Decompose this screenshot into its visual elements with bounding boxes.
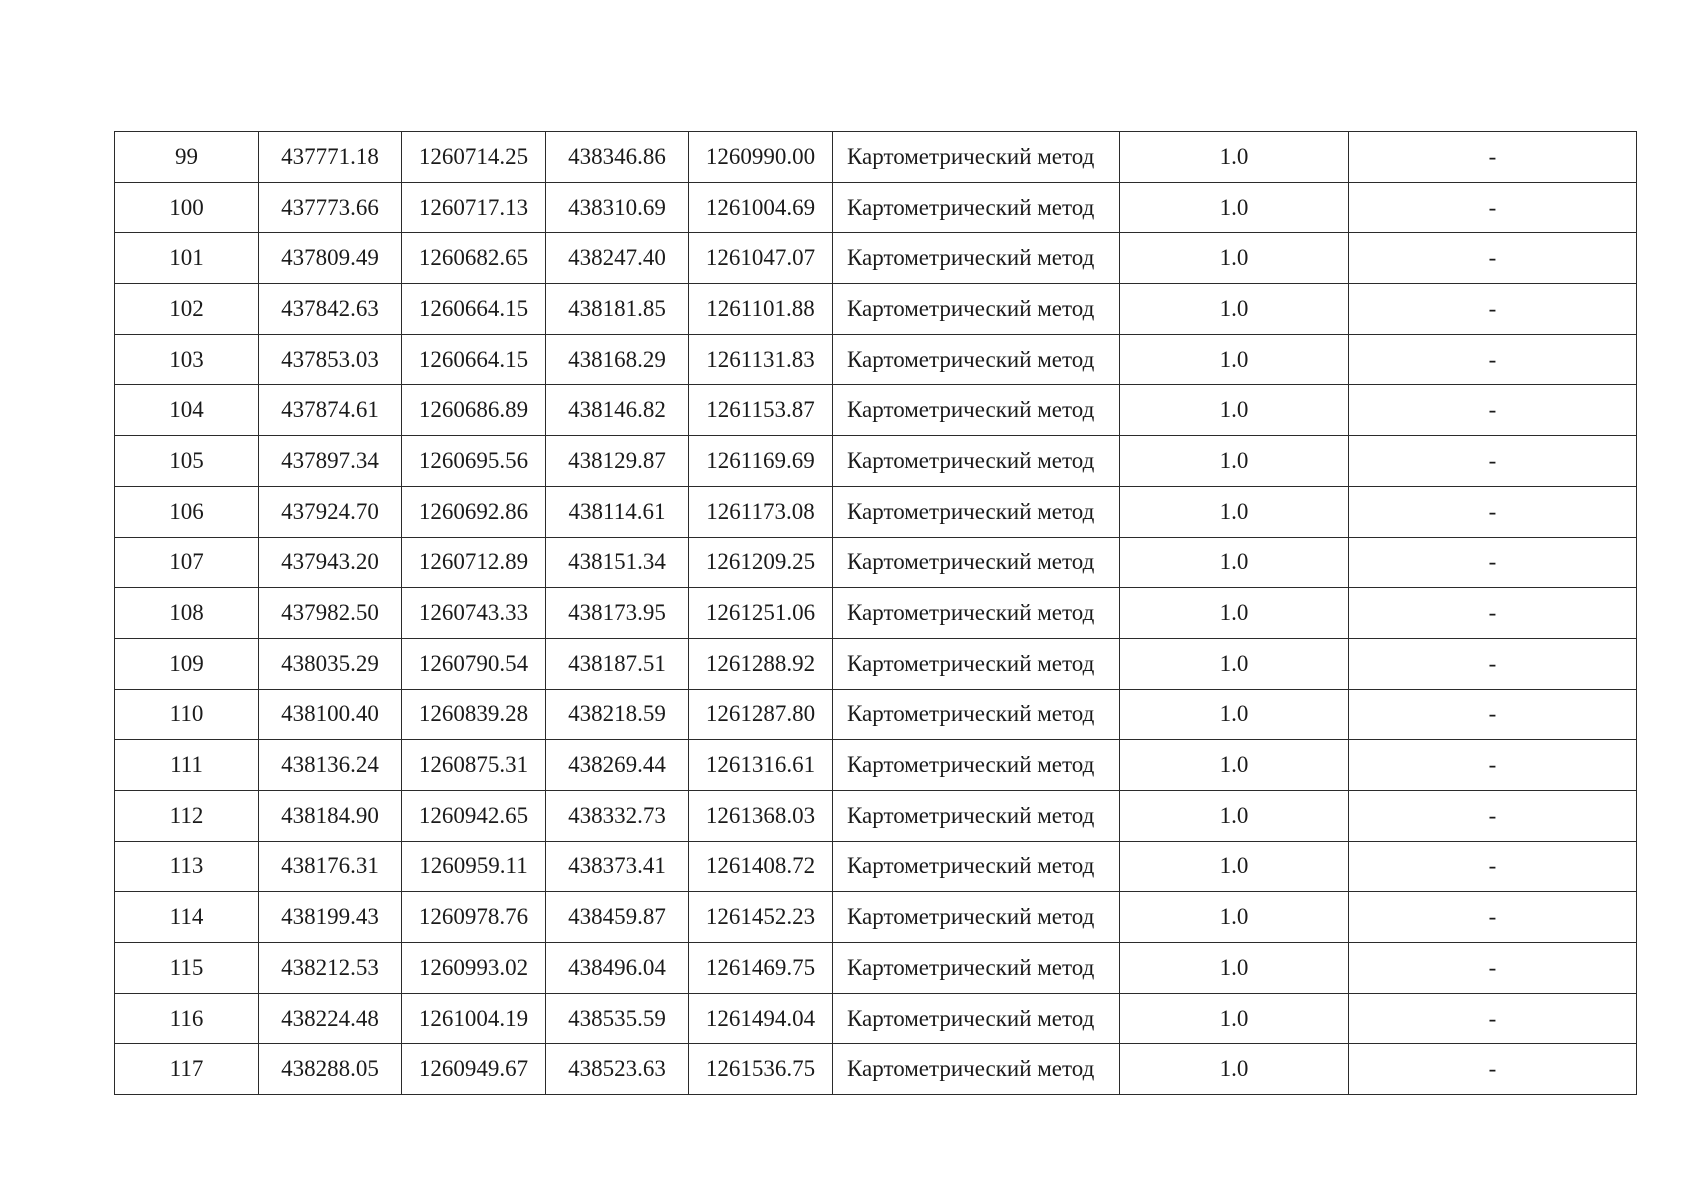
refined-x-cell: 438535.59: [546, 993, 689, 1044]
accuracy-cell: 1.0: [1120, 689, 1349, 740]
refined-x-cell: 438173.95: [546, 588, 689, 639]
method-cell: Картометрический метод: [833, 993, 1120, 1044]
table-body: [115, 132, 1637, 1095]
note-cell: -: [1349, 790, 1637, 841]
accuracy-cell: 1.0: [1120, 740, 1349, 791]
refined-x-cell: 438459.87: [546, 892, 689, 943]
refined-x-cell: 438269.44: [546, 740, 689, 791]
refined-y-cell: 1261004.69: [689, 182, 833, 233]
method-cell: Картометрический метод: [833, 892, 1120, 943]
accuracy-cell: 1.0: [1120, 993, 1349, 1044]
existing-y-cell: 1260664.15: [402, 334, 546, 385]
accuracy-cell: 1.0: [1120, 132, 1349, 183]
method-cell: Картометрический метод: [833, 638, 1120, 689]
point-number-cell: 101: [115, 233, 259, 284]
existing-x-cell: 438184.90: [259, 790, 402, 841]
refined-x-cell: 438523.63: [546, 1044, 689, 1095]
table-row: [115, 385, 1637, 436]
accuracy-cell: 1.0: [1120, 638, 1349, 689]
existing-x-cell: 437773.66: [259, 182, 402, 233]
method-cell: Картометрический метод: [833, 132, 1120, 183]
point-number-cell: 107: [115, 537, 259, 588]
point-number-cell: 110: [115, 689, 259, 740]
existing-x-cell: 438100.40: [259, 689, 402, 740]
existing-y-cell: 1260790.54: [402, 638, 546, 689]
refined-y-cell: 1261408.72: [689, 841, 833, 892]
existing-x-cell: 438199.43: [259, 892, 402, 943]
table-row: [115, 689, 1637, 740]
point-number-cell: 117: [115, 1044, 259, 1095]
existing-y-cell: 1260839.28: [402, 689, 546, 740]
refined-y-cell: 1260990.00: [689, 132, 833, 183]
method-cell: Картометрический метод: [833, 943, 1120, 994]
table-row: [115, 537, 1637, 588]
existing-x-cell: 438136.24: [259, 740, 402, 791]
accuracy-cell: 1.0: [1120, 334, 1349, 385]
point-number-cell: 102: [115, 284, 259, 335]
refined-x-cell: 438310.69: [546, 182, 689, 233]
refined-x-cell: 438181.85: [546, 284, 689, 335]
accuracy-cell: 1.0: [1120, 486, 1349, 537]
table-row: [115, 638, 1637, 689]
refined-x-cell: 438114.61: [546, 486, 689, 537]
existing-y-cell: 1260959.11: [402, 841, 546, 892]
point-number-cell: 105: [115, 436, 259, 487]
refined-y-cell: 1261288.92: [689, 638, 833, 689]
point-number-cell: 113: [115, 841, 259, 892]
existing-x-cell: 437853.03: [259, 334, 402, 385]
refined-x-cell: 438187.51: [546, 638, 689, 689]
table-row: [115, 334, 1637, 385]
method-cell: Картометрический метод: [833, 284, 1120, 335]
point-number-cell: 116: [115, 993, 259, 1044]
refined-y-cell: 1261368.03: [689, 790, 833, 841]
point-number-cell: 103: [115, 334, 259, 385]
existing-y-cell: 1260692.86: [402, 486, 546, 537]
note-cell: -: [1349, 385, 1637, 436]
refined-y-cell: 1261469.75: [689, 943, 833, 994]
refined-x-cell: 438146.82: [546, 385, 689, 436]
method-cell: Картометрический метод: [833, 740, 1120, 791]
existing-x-cell: 437809.49: [259, 233, 402, 284]
accuracy-cell: 1.0: [1120, 436, 1349, 487]
refined-x-cell: 438373.41: [546, 841, 689, 892]
refined-y-cell: 1261131.83: [689, 334, 833, 385]
point-number-cell: 115: [115, 943, 259, 994]
table-row: [115, 943, 1637, 994]
note-cell: -: [1349, 486, 1637, 537]
refined-y-cell: 1261287.80: [689, 689, 833, 740]
method-cell: Картометрический метод: [833, 790, 1120, 841]
existing-y-cell: 1260743.33: [402, 588, 546, 639]
accuracy-cell: 1.0: [1120, 943, 1349, 994]
existing-y-cell: 1260682.65: [402, 233, 546, 284]
method-cell: Картометрический метод: [833, 436, 1120, 487]
method-cell: Картометрический метод: [833, 689, 1120, 740]
point-number-cell: 111: [115, 740, 259, 791]
existing-x-cell: 437842.63: [259, 284, 402, 335]
table-row: [115, 790, 1637, 841]
existing-y-cell: 1260978.76: [402, 892, 546, 943]
accuracy-cell: 1.0: [1120, 790, 1349, 841]
existing-y-cell: 1261004.19: [402, 993, 546, 1044]
existing-y-cell: 1260714.25: [402, 132, 546, 183]
refined-y-cell: 1261494.04: [689, 993, 833, 1044]
point-number-cell: 106: [115, 486, 259, 537]
method-cell: Картометрический метод: [833, 588, 1120, 639]
table-row: [115, 841, 1637, 892]
table-row: [115, 284, 1637, 335]
note-cell: -: [1349, 638, 1637, 689]
note-cell: -: [1349, 841, 1637, 892]
point-number-cell: 109: [115, 638, 259, 689]
method-cell: Картометрический метод: [833, 233, 1120, 284]
refined-x-cell: 438151.34: [546, 537, 689, 588]
note-cell: -: [1349, 993, 1637, 1044]
accuracy-cell: 1.0: [1120, 892, 1349, 943]
refined-x-cell: 438247.40: [546, 233, 689, 284]
table-row: [115, 233, 1637, 284]
existing-y-cell: 1260664.15: [402, 284, 546, 335]
note-cell: -: [1349, 436, 1637, 487]
accuracy-cell: 1.0: [1120, 385, 1349, 436]
existing-y-cell: 1260717.13: [402, 182, 546, 233]
table-row: [115, 436, 1637, 487]
note-cell: -: [1349, 689, 1637, 740]
existing-x-cell: 437771.18: [259, 132, 402, 183]
table-row: [115, 486, 1637, 537]
existing-x-cell: 437924.70: [259, 486, 402, 537]
existing-y-cell: 1260695.56: [402, 436, 546, 487]
refined-x-cell: 438129.87: [546, 436, 689, 487]
refined-x-cell: 438332.73: [546, 790, 689, 841]
refined-y-cell: 1261153.87: [689, 385, 833, 436]
refined-y-cell: 1261452.23: [689, 892, 833, 943]
point-number-cell: 114: [115, 892, 259, 943]
table-row: [115, 993, 1637, 1044]
accuracy-cell: 1.0: [1120, 182, 1349, 233]
existing-x-cell: 437874.61: [259, 385, 402, 436]
refined-y-cell: 1261173.08: [689, 486, 833, 537]
accuracy-cell: 1.0: [1120, 588, 1349, 639]
refined-y-cell: 1261101.88: [689, 284, 833, 335]
existing-x-cell: 438176.31: [259, 841, 402, 892]
table-row: [115, 182, 1637, 233]
existing-x-cell: 437982.50: [259, 588, 402, 639]
refined-x-cell: 438168.29: [546, 334, 689, 385]
existing-x-cell: 437943.20: [259, 537, 402, 588]
existing-y-cell: 1260942.65: [402, 790, 546, 841]
point-number-cell: 108: [115, 588, 259, 639]
note-cell: -: [1349, 334, 1637, 385]
accuracy-cell: 1.0: [1120, 537, 1349, 588]
point-number-cell: 104: [115, 385, 259, 436]
method-cell: Картометрический метод: [833, 385, 1120, 436]
accuracy-cell: 1.0: [1120, 284, 1349, 335]
existing-x-cell: 438288.05: [259, 1044, 402, 1095]
refined-y-cell: 1261209.25: [689, 537, 833, 588]
refined-x-cell: 438346.86: [546, 132, 689, 183]
existing-y-cell: 1260993.02: [402, 943, 546, 994]
accuracy-cell: 1.0: [1120, 1044, 1349, 1095]
existing-x-cell: 438212.53: [259, 943, 402, 994]
table-row: [115, 892, 1637, 943]
refined-y-cell: 1261536.75: [689, 1044, 833, 1095]
method-cell: Картометрический метод: [833, 537, 1120, 588]
method-cell: Картометрический метод: [833, 841, 1120, 892]
existing-y-cell: 1260875.31: [402, 740, 546, 791]
note-cell: -: [1349, 233, 1637, 284]
point-number-cell: 99: [115, 132, 259, 183]
table-row: [115, 588, 1637, 639]
point-number-cell: 100: [115, 182, 259, 233]
table-row: [115, 740, 1637, 791]
refined-x-cell: 438218.59: [546, 689, 689, 740]
existing-x-cell: 437897.34: [259, 436, 402, 487]
refined-x-cell: 438496.04: [546, 943, 689, 994]
method-cell: Картометрический метод: [833, 182, 1120, 233]
existing-y-cell: 1260686.89: [402, 385, 546, 436]
coordinates-table: [114, 131, 1637, 1095]
refined-y-cell: 1261251.06: [689, 588, 833, 639]
table-row: [115, 1044, 1637, 1095]
table-row: [115, 132, 1637, 183]
note-cell: -: [1349, 943, 1637, 994]
accuracy-cell: 1.0: [1120, 841, 1349, 892]
point-number-cell: 112: [115, 790, 259, 841]
refined-y-cell: 1261316.61: [689, 740, 833, 791]
note-cell: -: [1349, 537, 1637, 588]
existing-y-cell: 1260712.89: [402, 537, 546, 588]
note-cell: -: [1349, 588, 1637, 639]
refined-y-cell: 1261047.07: [689, 233, 833, 284]
note-cell: -: [1349, 284, 1637, 335]
note-cell: -: [1349, 132, 1637, 183]
existing-x-cell: 438224.48: [259, 993, 402, 1044]
note-cell: -: [1349, 892, 1637, 943]
method-cell: Картометрический метод: [833, 1044, 1120, 1095]
refined-y-cell: 1261169.69: [689, 436, 833, 487]
method-cell: Картометрический метод: [833, 486, 1120, 537]
existing-y-cell: 1260949.67: [402, 1044, 546, 1095]
note-cell: -: [1349, 740, 1637, 791]
method-cell: Картометрический метод: [833, 334, 1120, 385]
note-cell: -: [1349, 1044, 1637, 1095]
existing-x-cell: 438035.29: [259, 638, 402, 689]
accuracy-cell: 1.0: [1120, 233, 1349, 284]
note-cell: -: [1349, 182, 1637, 233]
